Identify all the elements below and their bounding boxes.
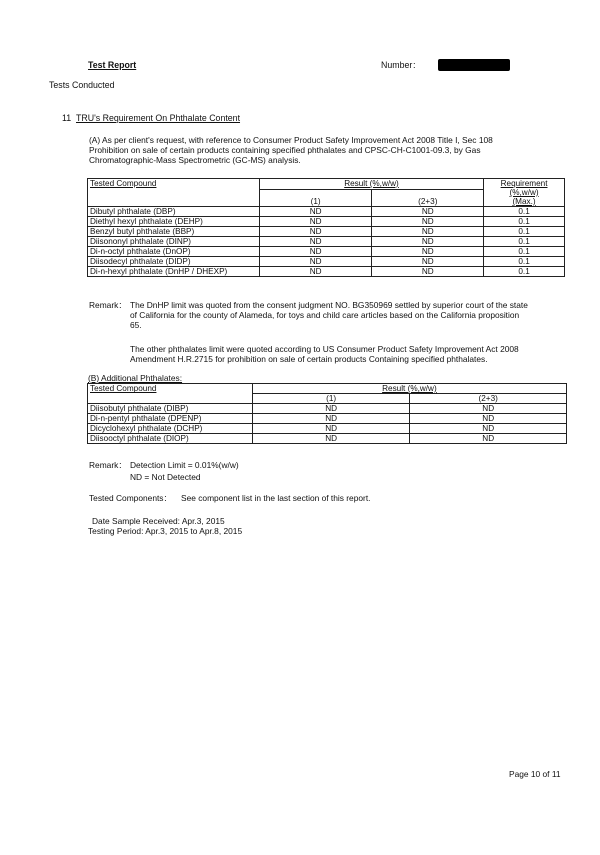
remark-line: Amendment H.R.2715 for prohibition on sale of certain products Containing specified phthalates. [130,354,488,364]
remark-line: 65. [130,320,142,330]
report-number-label: Number： [381,60,422,70]
remark-label: Remark： [89,300,127,310]
remark-line: The other phthalates limit were quoted according to US Consumer Product Safety Improvement Act 2008 [130,344,519,354]
requirement-cell: 0.1 [484,237,565,247]
compound-cell: Diisodecyl phthalate (DIDP) [88,257,260,267]
req-line: (%,w/w) [509,188,539,197]
table-row [88,267,565,277]
compound-cell: Di-n-pentyl phthalate (DPENP) [88,414,253,424]
requirement-cell: 0.1 [484,257,565,267]
requirement-cell: 0.1 [484,267,565,277]
result-cell: ND [410,414,567,424]
table-header-row [88,384,567,394]
compound-cell: Di-n-octyl phthalate (DnOP) [88,247,260,257]
sub-col-1: (1) [259,189,372,206]
result-cell: ND [259,217,372,227]
clause-number: 11 [62,113,72,123]
sub-col-2: (2+3) [410,394,567,404]
compound-cell: Diisooctyl phthalate (DIOP) [88,434,253,444]
remark-label: Remark： [89,460,127,470]
remark-dnhp [130,300,570,330]
sub-col-1: (1) [252,394,410,404]
table-row [88,257,565,267]
result-cell: ND [259,247,372,257]
result-cell: ND [372,207,484,217]
phthalate-table-a [87,178,565,277]
compound-cell: Diethyl hexyl phthalate (DEHP) [88,217,260,227]
table-row [88,424,567,434]
result-cell: ND [372,267,484,277]
requirement-cell: 0.1 [484,207,565,217]
page-number: Page 10 of 11 [509,769,561,779]
req-line: (Max.) [512,197,536,206]
result-cell: ND [259,207,372,217]
table-header-row [88,179,565,190]
col-tested-compound: Tested Compound [88,179,260,190]
table-row [88,414,567,424]
redacted-number [438,59,510,71]
tested-components-text: See component list in the last section of this report. [181,493,371,503]
date-received: Date Sample Received: Apr.3, 2015 [92,516,225,526]
result-cell: ND [252,434,410,444]
result-cell: ND [252,414,410,424]
intro-line: (A) As per client's request, with reference to Consumer Product Safety Improvement Act 2008 Title I, Sec 108 [89,135,493,145]
compound-cell: Dibutyl phthalate (DBP) [88,207,260,217]
intro-line: Prohibition on sale of certain products containing specified phthalates and CPSC-CH-C1001-09.3, by Gas [89,145,481,155]
testing-period: Testing Period: Apr.3, 2015 to Apr.8, 2015 [88,526,243,536]
result-cell: ND [372,237,484,247]
requirement-cell: 0.1 [484,247,565,257]
col-tested-compound: Tested Compound [88,384,253,394]
result-cell: ND [259,227,372,237]
requirement-cell: 0.1 [484,217,565,227]
result-cell: ND [259,237,372,247]
table-row [88,237,565,247]
result-cell: ND [410,424,567,434]
nd-definition: ND = Not Detected [130,472,201,482]
table-row [88,207,565,217]
result-cell: ND [372,247,484,257]
compound-cell: Diisononyl phthalate (DINP) [88,237,260,247]
intro-line: Chromatographic-Mass Spectrometric (GC-MS) analysis. [89,155,301,165]
result-cell: ND [410,434,567,444]
table-row [88,434,567,444]
result-cell: ND [252,404,410,414]
sub-col-2: (2+3) [372,189,484,206]
remark-line: of California for the county of Alameda, for toys and child care articles based on the California proposition [130,310,520,320]
result-cell: ND [372,257,484,267]
result-cell: ND [372,217,484,227]
detection-limit: Detection Limit = 0.01%(w/w) [130,460,239,470]
requirement-cell: 0.1 [484,227,565,237]
empty-cell [88,394,253,404]
tested-components-label: Tested Components： [89,493,172,503]
part-b-title: (B) Additional Phthalates: [88,373,183,383]
remark-other-phthalates [130,344,570,364]
compound-cell: Di-n-hexyl phthalate (DnHP / DHEXP) [88,267,260,277]
compound-cell: Diisobutyl phthalate (DIBP) [88,404,253,414]
table-row [88,217,565,227]
col-requirement [484,179,565,207]
result-cell: ND [372,227,484,237]
result-cell: ND [259,267,372,277]
compound-cell: Dicyclohexyl phthalate (DCHP) [88,424,253,434]
empty-cell [88,189,260,206]
col-result: Result (%,w/w) [252,384,566,394]
phthalate-table-b [87,383,567,444]
col-result: Result (%,w/w) [259,179,483,190]
req-line: Requirement [500,179,548,188]
result-cell: ND [259,257,372,267]
result-cell: ND [410,404,567,414]
report-title: Test Report [88,60,137,70]
remark-line: The DnHP limit was quoted from the consent judgment NO. BG350969 settled by superior court of the state [130,300,528,310]
table-row [88,404,567,414]
table-row [88,247,565,257]
table-subheader-row [88,394,567,404]
section-heading: Tests Conducted [49,80,115,90]
part-a-intro [89,135,569,165]
clause-title: TRU's Requirement On Phthalate Content [76,113,241,123]
result-cell: ND [252,424,410,434]
table-row [88,227,565,237]
compound-cell: Benzyl butyl phthalate (BBP) [88,227,260,237]
